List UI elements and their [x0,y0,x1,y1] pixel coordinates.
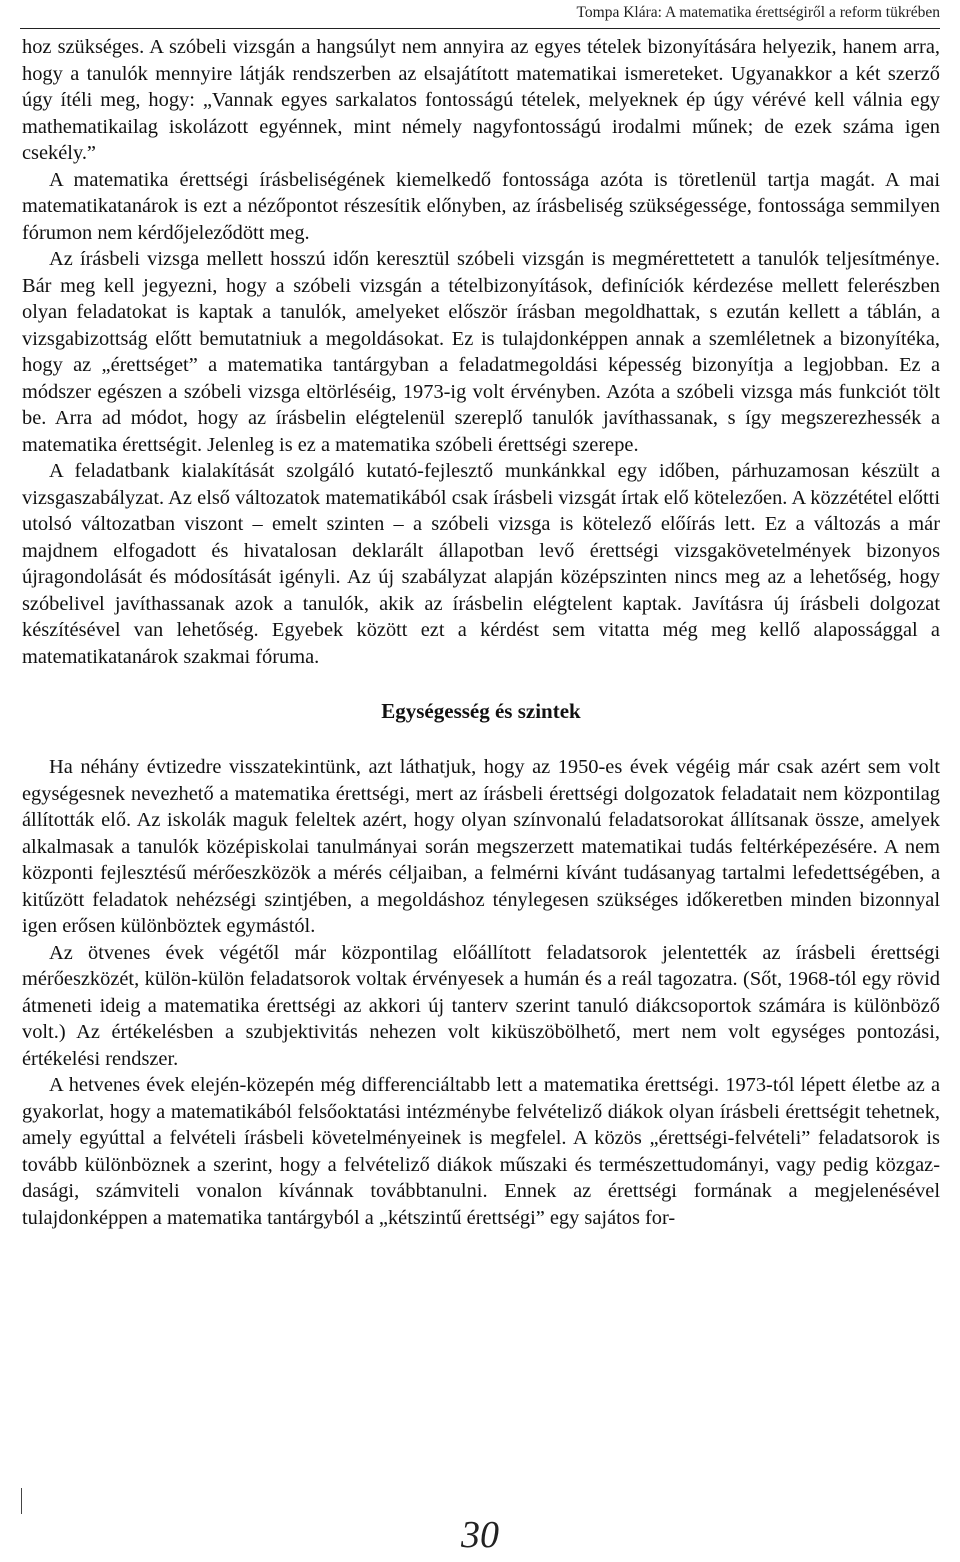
paragraph: Az írásbeli vizsga mellett hosszú időn keresztül szóbeli vizsgán is megmérettetett a tanulók teljesítménye. Bár meg kell jegyezni, hogy a szóbeli vizsgán a tételbizonyítások, definíciók kérdezése mellett felerészben olyan feladatokat is kaptak a tanulók, amelyeket először írásban megoldhattak, s ezután kellett a táblán, a vizsgabizottság előtt bemutatniuk a megoldásokat. Ez is tulajdonképpen annak a szemléletnek a bizonyítéka, hogy az „érettséget” a matematika tantárgyban a feladatmegoldási képesség bizonyítja a legjobban. Ez a módszer egészen a szóbeli vizsga eltörléséig, 1973-ig volt érvényben. Azóta a szóbeli vizsga más funkciót tölt be. Arra ad módot, hogy az írásbelin elégtelenül szereplő tanulók javíthassanak, s így megszerezhessék a matematika érettségit. Jelenleg is ez a matematika szóbeli érettségi szerepe. [22,248,940,456]
paragraph: A matematika érettségi írásbeliségének kiemelkedő fontossága azóta is töretlenül tartja magát. A mai matematikatanárok is ezt a nézőpontot részesítik előnyben, az írásbeliség szükségessége, fontossága semmilyen fórumon nem kérdőjeleződött meg. [22,168,940,244]
page-number: 30 [461,1514,499,1556]
paragraph: hoz szükséges. A szóbeli vizsgán a hangsúlyt nem annyira az egyes tételek bizonyítására helyezik, hanem arra, hogy a tanulók mennyire látják rendszerben az elsajátított matematikai ismereteket. Ugyanakkor a két szerző úgy ítéli meg, hogy: „Vannak egyes sarkalatos fontosságú tételek, melyeknek ép úgy vérévé kell válnia egy mathematikailag iskolázott egyénnek, mint némely nagyfontosságú irodalmi műnek; de ezek száma igen csekély.” [22,36,940,164]
header-rule [20,28,940,29]
running-header: Tompa Klára: A matematika érettségiről a reform tükrében [576,4,940,21]
paragraph: Az ötvenes évek végétől már központilag előállított feladatsorok jelentették az írásbeli érettségi mérőeszközét, külön-külön feladatsorok voltak érvényesek a humán és a reál tagozatra. (Sőt, 1968-tól egy rövid átmeneti ideig a matematika érettségi az akkori új tanterv szerint tanuló diákcsoportok számára is különböző volt.) Az értékelésben a szubjektivitás nehezen volt kiküszöbölhető, mert nem volt egységes pontozási, értékelési rendszer. [22,941,940,1070]
body-text [22,34,940,1231]
margin-tick [21,1488,22,1514]
paragraph: A feladatbank kialakítását szolgáló kutató-fejlesztő munkánkkal egy időben, párhuzamosan készült a vizsgaszabályzat. Az első változatok matematikából csak írásbeli vizsgát írtak elő kötelezően. A közzététel előtti utolsó változatban viszont – emelt szinten – a szóbeli vizsga is kötelező előírás lett. Ez a változás a már majdnem elfogadott és hivatalosan deklarált állapotban levő érettségi vizsgakövetelmények bizonyos újragondolását és módosítását igényli. Az új szabályzat alapján középszinten nincs meg az a lehetőség, hogy szóbelivel javíthassanak azok a tanulók, akik az írásbelin elégtelent kaptak. Javításra új írásbeli dolgozat készítésével van lehetőség. Egyebek között ezt a kérdést sem vitatta még meg kellő alapossággal a matematikatanárok szakmai fóruma. [22,460,940,668]
section-heading: Egységesség és szintek [381,699,581,723]
paragraph: Ha néhány évtizedre visszatekintünk, azt láthatjuk, hogy az 1950-es évek végéig már csak azért sem volt egységesnek nevezhető a matematika érettségi, mert az írásbeli érettségi dolgozatok feladatait nem központilag állították elő. Az iskolák maguk feleltek azért, hogy olyan színvonalú feladatsorokat állítsanak össze, amelyek alkalmasak a tanulók középiskolai tanulmányai során megszerzett matematikai tudás feltérképezésére. A nem központi fejlesztésű mérőeszközök a mérés céljaiban, a felmérni kívánt tudásanyag tartalmi lefedettségében, a kitűzött feladatok nehézségi szintjében, a megoldáshoz ténylegesen szükséges időkeretben minden bizonnyal igen erősen különböztek egymástól. [22,756,940,937]
paragraph: A hetvenes évek elején-közepén még differenciáltabb lett a matematika érettségi. 1973-tól lépett életbe az a gyakorlat, hogy a matematikából felsőoktatási intézménybe felvételiző diákok olyan írásbeli érettségit tehetnek, amely egyúttal a felvételi írásbeli követelményeinek is megfelel. A közös „érettségi-felvételi” feladatsorok is tovább különböznek a szerint, hogy a felvételiző diákok műszaki és természettudományi, vagy pedig közgazdasági, számviteli vonalon kívánnak továbbtanulni. Ennek az érettségi formának a megjelenésével tulajdonképpen a matematika tantárgyból a „kétszintű érettségi” egy sajátos for- [22,1074,940,1229]
